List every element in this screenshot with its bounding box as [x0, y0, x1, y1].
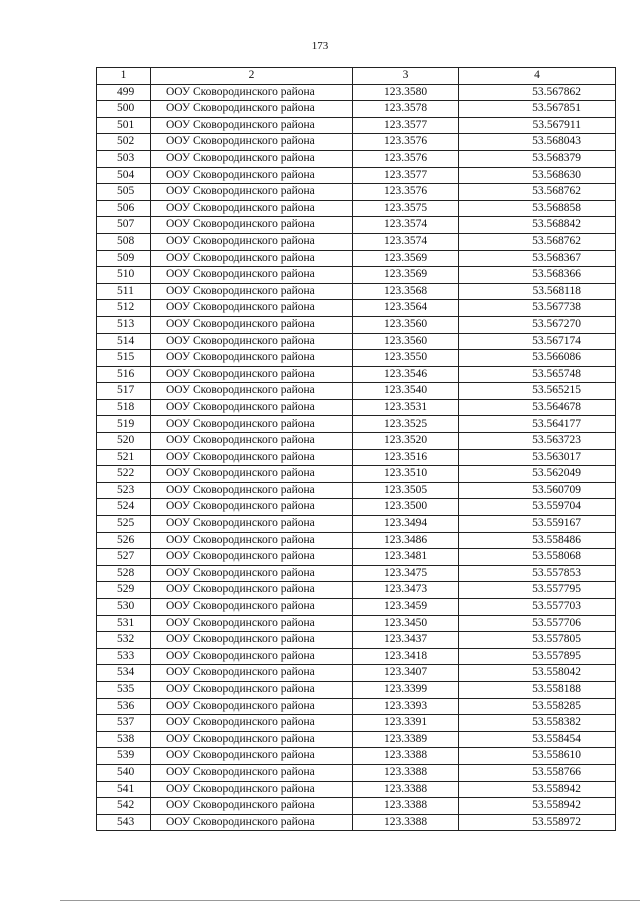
table-row	[97, 698, 616, 715]
longitude-cell: 123.3540	[353, 383, 459, 400]
point-number-cell: 524	[97, 499, 151, 516]
latitude-cell: 53.567911	[459, 117, 616, 134]
organization-cell: ООУ Сковородинского района	[151, 217, 353, 234]
longitude-cell: 123.3407	[353, 665, 459, 682]
table-row	[97, 350, 616, 367]
latitude-cell: 53.567738	[459, 300, 616, 317]
longitude-cell: 123.3525	[353, 416, 459, 433]
point-number-cell: 516	[97, 366, 151, 383]
table-row	[97, 731, 616, 748]
longitude-cell: 123.3459	[353, 599, 459, 616]
organization-cell: ООУ Сковородинского района	[151, 250, 353, 267]
organization-cell: ООУ Сковородинского района	[151, 814, 353, 831]
point-number-cell: 521	[97, 449, 151, 466]
organization-cell: ООУ Сковородинского района	[151, 648, 353, 665]
table-row	[97, 399, 616, 416]
longitude-cell: 123.3577	[353, 117, 459, 134]
organization-cell: ООУ Сковородинского района	[151, 267, 353, 284]
latitude-cell: 53.558972	[459, 814, 616, 831]
latitude-cell: 53.559167	[459, 516, 616, 533]
table-row	[97, 532, 616, 549]
latitude-cell: 53.567862	[459, 84, 616, 101]
page-number: 173	[311, 40, 329, 52]
table-row	[97, 466, 616, 483]
organization-cell: ООУ Сковородинского района	[151, 433, 353, 450]
point-number-cell: 512	[97, 300, 151, 317]
table-body	[97, 84, 616, 831]
longitude-cell: 123.3531	[353, 399, 459, 416]
latitude-cell: 53.557706	[459, 615, 616, 632]
point-number-cell: 533	[97, 648, 151, 665]
longitude-cell: 123.3520	[353, 433, 459, 450]
latitude-cell: 53.568379	[459, 150, 616, 167]
point-number-cell: 539	[97, 748, 151, 765]
table-row	[97, 665, 616, 682]
organization-cell: ООУ Сковородинского района	[151, 416, 353, 433]
organization-cell: ООУ Сковородинского района	[151, 134, 353, 151]
latitude-cell: 53.558188	[459, 681, 616, 698]
table-row	[97, 715, 616, 732]
latitude-cell: 53.558486	[459, 532, 616, 549]
point-number-cell: 531	[97, 615, 151, 632]
latitude-cell: 53.558068	[459, 549, 616, 566]
longitude-cell: 123.3574	[353, 217, 459, 234]
organization-cell: ООУ Сковородинского района	[151, 366, 353, 383]
organization-cell: ООУ Сковородинского района	[151, 582, 353, 599]
table-row	[97, 267, 616, 284]
longitude-cell: 123.3576	[353, 150, 459, 167]
table-row	[97, 134, 616, 151]
organization-cell: ООУ Сковородинского района	[151, 532, 353, 549]
organization-cell: ООУ Сковородинского района	[151, 283, 353, 300]
point-number-cell: 532	[97, 632, 151, 649]
longitude-cell: 123.3418	[353, 648, 459, 665]
latitude-cell: 53.564678	[459, 399, 616, 416]
table-row	[97, 283, 616, 300]
latitude-cell: 53.568842	[459, 217, 616, 234]
organization-cell: ООУ Сковородинского района	[151, 316, 353, 333]
table-row	[97, 748, 616, 765]
organization-cell: ООУ Сковородинского района	[151, 399, 353, 416]
table-row	[97, 300, 616, 317]
latitude-cell: 53.559704	[459, 499, 616, 516]
latitude-cell: 53.566086	[459, 350, 616, 367]
point-number-cell: 543	[97, 814, 151, 831]
point-number-cell: 506	[97, 200, 151, 217]
longitude-cell: 123.3568	[353, 283, 459, 300]
longitude-cell: 123.3388	[353, 764, 459, 781]
point-number-cell: 499	[97, 84, 151, 101]
table-row	[97, 549, 616, 566]
organization-cell: ООУ Сковородинского района	[151, 698, 353, 715]
point-number-cell: 515	[97, 350, 151, 367]
table-row	[97, 150, 616, 167]
latitude-cell: 53.568858	[459, 200, 616, 217]
table-row	[97, 101, 616, 118]
table-row	[97, 250, 616, 267]
coordinates-table	[96, 67, 616, 831]
organization-cell: ООУ Сковородинского района	[151, 449, 353, 466]
table-row	[97, 781, 616, 798]
longitude-cell: 123.3516	[353, 449, 459, 466]
table-row	[97, 599, 616, 616]
point-number-cell: 502	[97, 134, 151, 151]
table-row	[97, 648, 616, 665]
latitude-cell: 53.563017	[459, 449, 616, 466]
longitude-cell: 123.3473	[353, 582, 459, 599]
longitude-cell: 123.3388	[353, 781, 459, 798]
point-number-cell: 538	[97, 731, 151, 748]
table-row	[97, 681, 616, 698]
table-row	[97, 84, 616, 101]
latitude-cell: 53.557895	[459, 648, 616, 665]
longitude-cell: 123.3388	[353, 814, 459, 831]
longitude-cell: 123.3510	[353, 466, 459, 483]
latitude-cell: 53.565748	[459, 366, 616, 383]
latitude-cell: 53.568366	[459, 267, 616, 284]
point-number-cell: 500	[97, 101, 151, 118]
table-row	[97, 233, 616, 250]
organization-cell: ООУ Сковородинского района	[151, 599, 353, 616]
longitude-cell: 123.3393	[353, 698, 459, 715]
point-number-cell: 513	[97, 316, 151, 333]
point-number-cell: 519	[97, 416, 151, 433]
organization-cell: ООУ Сковородинского района	[151, 117, 353, 134]
point-number-cell: 537	[97, 715, 151, 732]
organization-cell: ООУ Сковородинского района	[151, 499, 353, 516]
organization-cell: ООУ Сковородинского района	[151, 681, 353, 698]
point-number-cell: 511	[97, 283, 151, 300]
latitude-cell: 53.568118	[459, 283, 616, 300]
longitude-cell: 123.3560	[353, 316, 459, 333]
longitude-cell: 123.3494	[353, 516, 459, 533]
table-row	[97, 798, 616, 815]
point-number-cell: 514	[97, 333, 151, 350]
organization-cell: ООУ Сковородинского района	[151, 383, 353, 400]
organization-cell: ООУ Сковородинского района	[151, 300, 353, 317]
longitude-cell: 123.3450	[353, 615, 459, 632]
longitude-cell: 123.3437	[353, 632, 459, 649]
longitude-cell: 123.3486	[353, 532, 459, 549]
latitude-cell: 53.568762	[459, 233, 616, 250]
latitude-cell: 53.560709	[459, 482, 616, 499]
point-number-cell: 505	[97, 184, 151, 201]
latitude-cell: 53.565215	[459, 383, 616, 400]
table-row	[97, 316, 616, 333]
table-row	[97, 433, 616, 450]
longitude-cell: 123.3577	[353, 167, 459, 184]
longitude-cell: 123.3481	[353, 549, 459, 566]
organization-cell: ООУ Сковородинского района	[151, 764, 353, 781]
point-number-cell: 522	[97, 466, 151, 483]
organization-cell: ООУ Сковородинского района	[151, 233, 353, 250]
latitude-cell: 53.558942	[459, 781, 616, 798]
point-number-cell: 526	[97, 532, 151, 549]
point-number-cell: 542	[97, 798, 151, 815]
organization-cell: ООУ Сковородинского района	[151, 150, 353, 167]
table-row	[97, 814, 616, 831]
organization-cell: ООУ Сковородинского района	[151, 84, 353, 101]
point-number-cell: 501	[97, 117, 151, 134]
longitude-cell: 123.3391	[353, 715, 459, 732]
table-row	[97, 383, 616, 400]
latitude-cell: 53.558382	[459, 715, 616, 732]
latitude-cell: 53.557703	[459, 599, 616, 616]
organization-cell: ООУ Сковородинского района	[151, 167, 353, 184]
point-number-cell: 509	[97, 250, 151, 267]
table-row	[97, 167, 616, 184]
longitude-cell: 123.3388	[353, 748, 459, 765]
longitude-cell: 123.3575	[353, 200, 459, 217]
table-row	[97, 184, 616, 201]
latitude-cell: 53.558766	[459, 764, 616, 781]
organization-cell: ООУ Сковородинского района	[151, 516, 353, 533]
longitude-cell: 123.3500	[353, 499, 459, 516]
point-number-cell: 520	[97, 433, 151, 450]
latitude-cell: 53.568630	[459, 167, 616, 184]
longitude-cell: 123.3580	[353, 84, 459, 101]
column-header-2: 2	[151, 68, 353, 85]
organization-cell: ООУ Сковородинского района	[151, 350, 353, 367]
point-number-cell: 507	[97, 217, 151, 234]
point-number-cell: 504	[97, 167, 151, 184]
longitude-cell: 123.3576	[353, 134, 459, 151]
organization-cell: ООУ Сковородинского района	[151, 200, 353, 217]
latitude-cell: 53.557795	[459, 582, 616, 599]
table-row	[97, 764, 616, 781]
table-row	[97, 416, 616, 433]
longitude-cell: 123.3569	[353, 250, 459, 267]
table-row	[97, 565, 616, 582]
organization-cell: ООУ Сковородинского района	[151, 565, 353, 582]
table-row	[97, 117, 616, 134]
point-number-cell: 530	[97, 599, 151, 616]
table-row	[97, 333, 616, 350]
table-row	[97, 449, 616, 466]
latitude-cell: 53.558285	[459, 698, 616, 715]
longitude-cell: 123.3564	[353, 300, 459, 317]
point-number-cell: 541	[97, 781, 151, 798]
longitude-cell: 123.3560	[353, 333, 459, 350]
latitude-cell: 53.558610	[459, 748, 616, 765]
footer-rule	[60, 900, 640, 901]
organization-cell: ООУ Сковородинского района	[151, 101, 353, 118]
table-row	[97, 615, 616, 632]
point-number-cell: 523	[97, 482, 151, 499]
latitude-cell: 53.564177	[459, 416, 616, 433]
table-row	[97, 482, 616, 499]
organization-cell: ООУ Сковородинского района	[151, 715, 353, 732]
point-number-cell: 528	[97, 565, 151, 582]
longitude-cell: 123.3576	[353, 184, 459, 201]
point-number-cell: 517	[97, 383, 151, 400]
latitude-cell: 53.568762	[459, 184, 616, 201]
longitude-cell: 123.3475	[353, 565, 459, 582]
latitude-cell: 53.562049	[459, 466, 616, 483]
point-number-cell: 536	[97, 698, 151, 715]
latitude-cell: 53.557805	[459, 632, 616, 649]
organization-cell: ООУ Сковородинского района	[151, 482, 353, 499]
point-number-cell: 518	[97, 399, 151, 416]
table-row	[97, 217, 616, 234]
organization-cell: ООУ Сковородинского района	[151, 632, 353, 649]
latitude-cell: 53.558454	[459, 731, 616, 748]
latitude-cell: 53.558042	[459, 665, 616, 682]
point-number-cell: 540	[97, 764, 151, 781]
organization-cell: ООУ Сковородинского района	[151, 748, 353, 765]
organization-cell: ООУ Сковородинского района	[151, 665, 353, 682]
point-number-cell: 535	[97, 681, 151, 698]
point-number-cell: 534	[97, 665, 151, 682]
table-row	[97, 200, 616, 217]
longitude-cell: 123.3505	[353, 482, 459, 499]
table-row	[97, 499, 616, 516]
table-header-row	[97, 68, 616, 85]
organization-cell: ООУ Сковородинского района	[151, 466, 353, 483]
point-number-cell: 527	[97, 549, 151, 566]
latitude-cell: 53.567270	[459, 316, 616, 333]
latitude-cell: 53.568043	[459, 134, 616, 151]
latitude-cell: 53.568367	[459, 250, 616, 267]
organization-cell: ООУ Сковородинского района	[151, 184, 353, 201]
longitude-cell: 123.3399	[353, 681, 459, 698]
point-number-cell: 525	[97, 516, 151, 533]
table-row	[97, 582, 616, 599]
longitude-cell: 123.3574	[353, 233, 459, 250]
organization-cell: ООУ Сковородинского района	[151, 731, 353, 748]
latitude-cell: 53.557853	[459, 565, 616, 582]
organization-cell: ООУ Сковородинского района	[151, 333, 353, 350]
organization-cell: ООУ Сковородинского района	[151, 549, 353, 566]
longitude-cell: 123.3546	[353, 366, 459, 383]
longitude-cell: 123.3550	[353, 350, 459, 367]
table-row	[97, 366, 616, 383]
latitude-cell: 53.563723	[459, 433, 616, 450]
table-row	[97, 516, 616, 533]
longitude-cell: 123.3578	[353, 101, 459, 118]
organization-cell: ООУ Сковородинского района	[151, 798, 353, 815]
column-header-1: 1	[97, 68, 151, 85]
point-number-cell: 508	[97, 233, 151, 250]
point-number-cell: 503	[97, 150, 151, 167]
latitude-cell: 53.558942	[459, 798, 616, 815]
table-row	[97, 632, 616, 649]
column-header-4: 4	[459, 68, 616, 85]
organization-cell: ООУ Сковородинского района	[151, 615, 353, 632]
column-header-3: 3	[353, 68, 459, 85]
latitude-cell: 53.567174	[459, 333, 616, 350]
latitude-cell: 53.567851	[459, 101, 616, 118]
point-number-cell: 529	[97, 582, 151, 599]
longitude-cell: 123.3569	[353, 267, 459, 284]
longitude-cell: 123.3389	[353, 731, 459, 748]
longitude-cell: 123.3388	[353, 798, 459, 815]
point-number-cell: 510	[97, 267, 151, 284]
organization-cell: ООУ Сковородинского района	[151, 781, 353, 798]
